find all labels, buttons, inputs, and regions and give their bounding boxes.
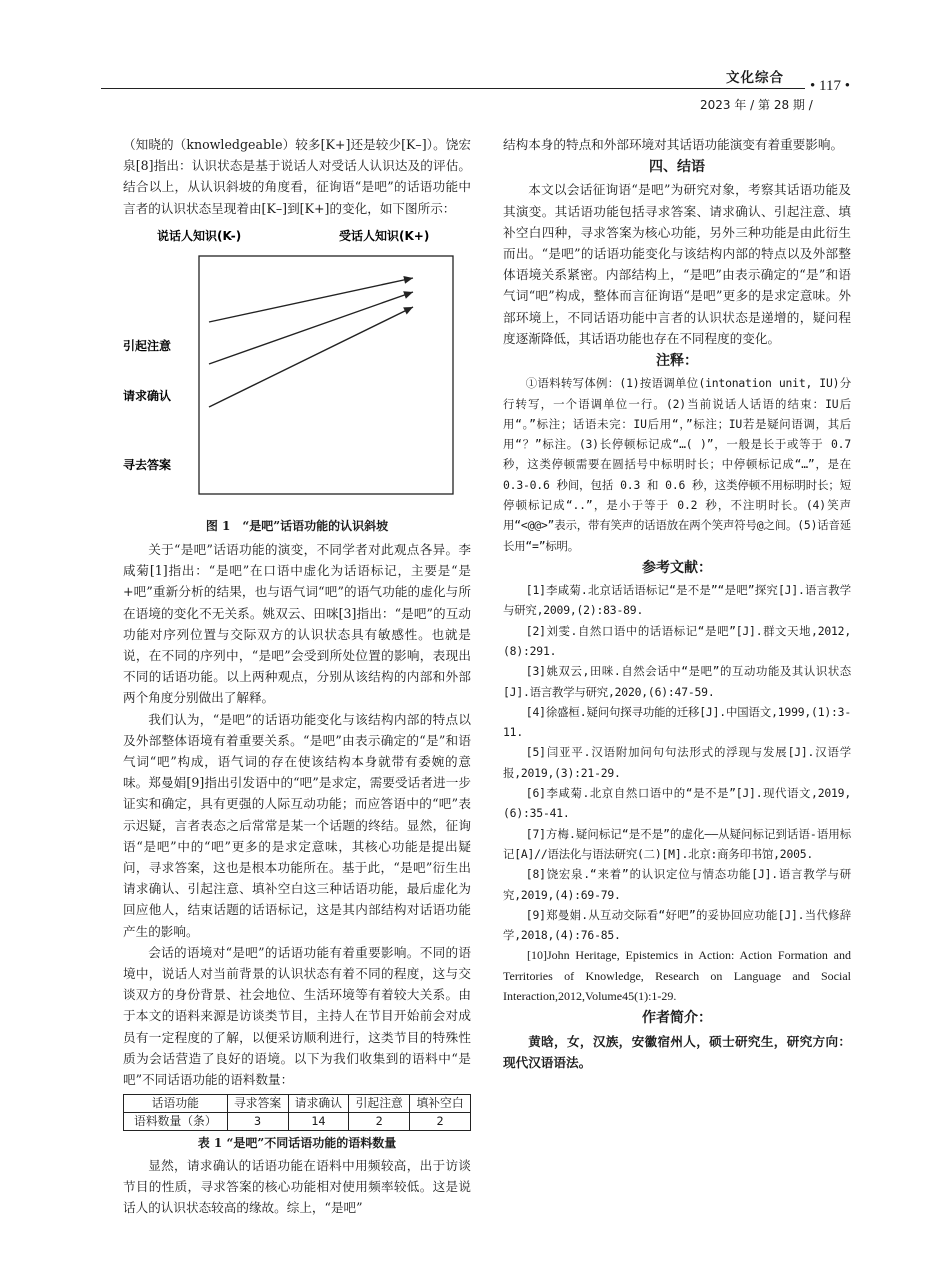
reference-item: [7]方梅.疑问标记“是不是”的虚化——从疑问标记到话语-语用标记[A]//语法化与语法研究(二)[M].北京:商务印书馆,2005.	[503, 826, 851, 861]
table-cell: 2	[349, 1113, 410, 1131]
running-header-section: 文化综合	[726, 70, 784, 86]
right-column	[503, 134, 851, 1073]
table-header-cell: 引起注意	[349, 1095, 410, 1113]
paragraph: 本文以会话征询语“是吧”为研究对象，考察其话语功能及其演变。其话语功能包括寻求答案、请求确认、引起注意、填补空白四种，寻求答案为核心功能，另外三种功能是由此衍生而出。“是吧”的话语功能变化与该结构内部的特点以及外部整体语境关系紧密。内部结构上，“是吧”由表示确定的“是”和语气词“吧”构成，整体而言征询语“是吧”更多的是求定意味。外部环境上，不同话语功能中言者的认识状态是递增的，疑问程度逐渐降低，其话语功能也存在不同程度的变化。	[503, 182, 851, 346]
chart-label-hearer-knowledge: 受话人知识(K+)	[339, 228, 430, 243]
table-cell: 14	[288, 1113, 349, 1131]
table-header-cell: 请求确认	[288, 1095, 349, 1113]
slope-line-1	[209, 278, 413, 322]
table-caption: 表 1 “是吧”不同话语功能的语料数量	[197, 1136, 397, 1151]
reference-item: [4]徐盛桓.疑问句探寻功能的迁移[J].中国语文,1999,(1):3-11.	[503, 704, 851, 740]
slope-line-2	[209, 292, 413, 364]
arrow-head	[403, 291, 413, 299]
section-title-author: 作者简介：	[642, 1010, 712, 1027]
author-bio: 黄晗，女，汉族，安徽宿州人，硕士研究生，研究方向：现代汉语语法。	[503, 1033, 851, 1070]
table-row	[124, 1113, 471, 1131]
paragraph: 显然，请求确认的话语功能在语料中用频较高，出于访谈节目的性质，寻求答案的核心功能相对使用频率较低。这是说话人的认识状态较高的缘故。综上，“是吧”	[123, 1157, 471, 1215]
table-cell: 2	[410, 1113, 471, 1131]
paragraph: （知晓的（knowledgeable）较多[K+]还是较少[K–]）。饶宏泉[8]指出：认识状态是基于说话人对受话人认识达及的评估。结合以上，从认识斜坡的角度看，征询语“是吧”的话语功能中言者的认识状态呈现着由[K–]到[K+]的变化，如下图所示：	[123, 137, 471, 216]
section-title-references: 参考文献：	[642, 559, 712, 576]
slope-label: 引起注意	[123, 338, 172, 353]
reference-item: [6]李咸菊.北京自然口语中的“是不是”[J].现代语文,2019,(6):35-41.	[503, 786, 851, 821]
reference-item: [8]饶宏泉.“来着”的认识定位与情态功能[J].语言教学与研究,2019,(4):69-79.	[503, 867, 851, 902]
left-column	[123, 134, 471, 1218]
epistemic-slope-chart	[123, 222, 471, 512]
reference-item: [1]李咸菊.北京话话语标记“是不是”“是吧”探究[J].语言教学与研究,2009,(2):83-89.	[503, 583, 851, 618]
chart-label-speaker-knowledge: 说话人知识(K-)	[157, 228, 242, 243]
section-title-notes: 注释：	[656, 353, 698, 370]
slope-label: 请求确认	[123, 388, 172, 403]
reference-item: [3]姚双云,田咪.自然会话中“是吧”的互动功能及其认识状态[J].语言教学与研究,2020,(6):47-59.	[503, 664, 851, 699]
table-cell: 3	[227, 1113, 288, 1131]
arrow-head	[403, 276, 413, 284]
paragraph: 我们认为，“是吧”的话语功能变化与该结构内部的特点以及外部整体语境有着重要关系。“是吧”由表示确定的“是”和语气词“吧”构成，语气词的存在使该结构本身就带有委婉的意味。郑曼娟[9]指出引发语中的“吧”是求定，需要受话者进一步证实和确定，具有更强的人际互动功能；而应答语中的“吧”表示迟疑，言者表态之后常常是某一个话题的终结。显然，征询语“是吧”中的“吧”更多的是求定意味，其核心功能是提出疑问，寻求答案，这也是根本功能所在。基于此，“是吧”衍生出请求确认、引起注意、填补空白这三种话语功能，最后虚化为回应他人，结束话题的话语标记，这是其内部结构对话语功能产生的影响。	[123, 711, 471, 939]
corpus-count-table	[123, 1094, 471, 1131]
paragraph: 结构本身的特点和外部环境对其话语功能演变有着重要影响。	[503, 137, 844, 152]
page-number: • 117 •	[810, 78, 850, 94]
paragraph: 关于“是吧”话语功能的演变，不同学者对此观点各异。李咸菊[1]指出：“是吧”在口语中虚化为话语标记，主要是“是+吧”重新分析的结果，也与语气词“吧”的语气功能的虚化与所在语境的变化不无关系。姚双云、田咪[3]指出：“是吧”的互动功能对序列位置与交际双方的认识状态具有敏感性。也就是说，在不同的序列中，“是吧”会受到所处位置的影响，表现出不同的话语功能。以上两种观点，分别从该结构的内部和外部两个角度分别做出了解释。	[123, 542, 471, 706]
notes-text: ①语料转写体例：(1)按语调单位(intonation unit, IU)分行转写，一个语调单位一行。(2)当前说话人话语的结束：IU后用“。”标注；话语未完：IU后用“，”标注；IU若是疑问语调，其后用“？”标注。(3)长停顿标记成“…( )”，一般是长于或等于 0.7 秒，这类停顿需要在圆括号中标明时长；中停顿标记成“…”，是在 0.3-0.6 秒间，包括 0.3 和 0.6 秒，这类停顿不用标明时长；短停顿标记成“..”，是小于等于 0.2 秒，不注明时长。(4)笑声用“<@@>”表示，带有笑声的话语放在两个笑声符号@之间。(5)话音延长用“=”标明。	[503, 376, 851, 553]
paragraph: 会话的语境对“是吧”的话语功能有着重要影响。不同的语境中，说话人对当前背景的认识状态有着不同的程度，这与交谈双方的身份背景、社会地位、生活环境等有着较大关系。由于本文的语料来源是访谈类节目，主持人在节目开始前会对成员有一定程度的了解，以便采访顺利进行，这类节目的特殊性质为会话营造了良好的语境。以下为我们收集到的语料中“是吧”不同话语功能的语料数量：	[123, 944, 471, 1088]
table-header-cell: 填补空白	[410, 1095, 471, 1113]
slope-label: 寻去答案	[123, 457, 172, 472]
slope-line-3	[209, 307, 413, 407]
reference-item: [10]John Heritage, Epistemics in Action: Action Formation and Territories of Knowledge, Research on Language and Social Interaction,2012,Volume45(1):1-29.	[503, 948, 851, 1004]
reference-item: [5]闫亚平.汉语附加问句句法形式的浮现与发展[J].汉语学报,2019,(3):21-29.	[503, 745, 851, 780]
reference-item: [9]郑曼娟.从互动交际看“好吧”的妥协回应功能[J].当代修辞学,2018,(4):76-85.	[503, 907, 851, 943]
header-rule	[101, 88, 805, 89]
table-header-cell: 话语功能	[124, 1095, 228, 1113]
figure-1	[123, 222, 471, 512]
section-title-conclusion: 四、结语	[649, 159, 705, 176]
table-row-label: 语料数量（条）	[124, 1113, 228, 1131]
table-header-row	[124, 1095, 471, 1113]
table-header-cell: 寻求答案	[227, 1095, 288, 1113]
issue-label: 2023 年 / 第 28 期 /	[700, 98, 813, 112]
chart-frame	[199, 256, 453, 494]
figure-caption: 图 1 “是吧”话语功能的认识斜坡	[205, 518, 389, 533]
reference-item: [2]刘雯.自然口语中的话语标记“是吧”[J].群文天地,2012,(8):291.	[503, 623, 851, 658]
